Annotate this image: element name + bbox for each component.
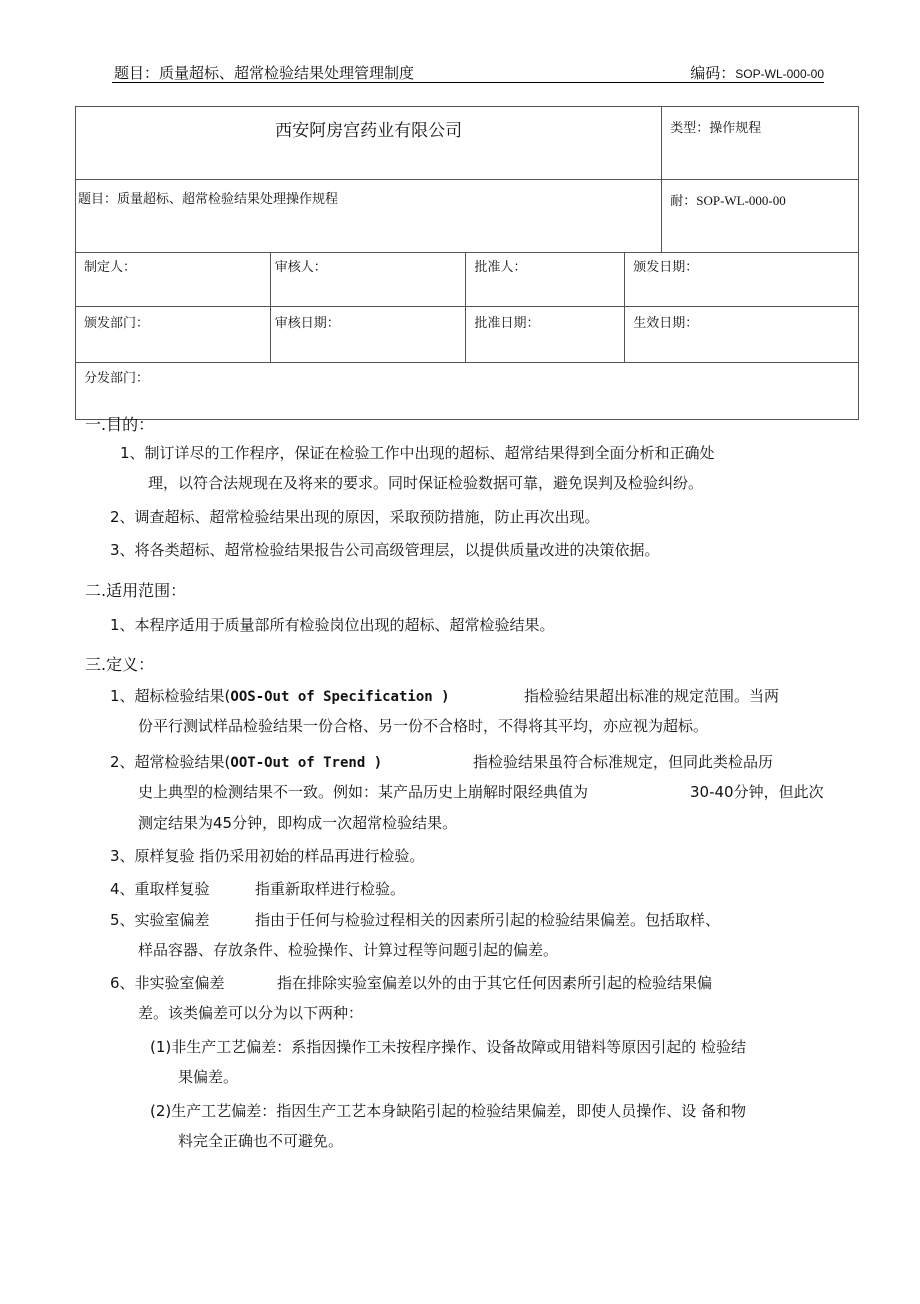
doc-code: 耐：SOP-WL-000-00	[662, 180, 859, 253]
purpose-item-1a: 1、制订详尽的工作程序，保证在检验工作中出现的超标、超常结果得到全面分析和正确处	[120, 444, 715, 462]
company-name: 西安阿房宫药业有限公司	[76, 107, 662, 180]
document-info-table	[75, 106, 859, 420]
issue-date-field: 颁发日期：	[625, 253, 859, 307]
header-code-label: 编码：	[690, 64, 736, 82]
reviewer-field: 审核人：	[270, 253, 466, 307]
issuing-dept-field: 颁发部门：	[76, 307, 271, 363]
author-field: 制定人：	[76, 253, 271, 307]
definition-5-text: 指由于任何与检验过程相关的因素所引起的检验结果偏差。包括取样、	[255, 911, 721, 929]
deviation-type-1b: 果偏差。	[178, 1068, 239, 1086]
purpose-item-1b: 理，以符合法规现在及将来的要求。同时保证检验数据可靠，避免误判及检验纠纷。	[148, 474, 704, 492]
definition-1-prefix: 1、超标检验结果(	[110, 687, 231, 705]
definition-5b: 样品容器、存放条件、检验操作、计算过程等问题引起的偏差。	[138, 941, 559, 959]
effective-date-field: 生效日期：	[625, 307, 859, 363]
definition-2b-text: 史上典型的检测结果不一致。例如：某产品历史上崩解时限经典值为	[138, 783, 589, 801]
section-definition-title: 三.定义：	[85, 655, 155, 674]
definition-2b-num: 30-40分钟，但此次	[690, 783, 824, 801]
deviation-type-2a: (2)生产工艺偏差：指因生产工艺本身缺陷引起的检验结果偏差，即使人员操作、设 备和物	[150, 1102, 747, 1120]
definition-6b: 差。该类偏差可以分为以下两种：	[138, 1004, 364, 1022]
purpose-item-3: 3、将各类超标、超常检验结果报告公司高级管理层，以提供质量改进的决策依据。	[110, 541, 660, 559]
approver-field: 批准人：	[466, 253, 625, 307]
distribution-dept-field: 分发部门：	[76, 363, 859, 420]
doc-subject: 题目：质量超标、超常检验结果处理操作规程	[76, 180, 662, 253]
definition-1b: 份平行测试样品检验结果一份合格、另一份不合格时，不得将其平均，亦应视为超标。	[138, 717, 709, 735]
definition-2-code: OOT-Out of Trend )	[230, 755, 383, 771]
definition-1-code: OOS-Out of Specification )	[230, 689, 450, 705]
deviation-type-2b: 料完全正确也不可避免。	[178, 1132, 344, 1150]
header-code-value: SOP-WL-000-00	[735, 67, 824, 81]
definition-1-text: 指检验结果超出标准的规定范围。当两	[524, 687, 780, 705]
purpose-item-2: 2、调查超标、超常检验结果出现的原因，采取预防措施，防止再次出现。	[110, 508, 600, 526]
definition-4-term: 4、重取样复验	[110, 880, 210, 898]
definition-6-term: 6、非实验室偏差	[110, 974, 225, 992]
header-code	[690, 62, 824, 83]
definition-6-text: 指在排除实验室偏差以外的由于其它任何因素所引起的检验结果偏	[277, 974, 713, 992]
doc-type: 类型：操作规程	[662, 107, 859, 180]
definition-2c: 测定结果为45分钟，即构成一次超常检验结果。	[138, 814, 458, 832]
definition-5-term: 5、实验室偏差	[110, 911, 210, 929]
definition-2-text: 指检验结果虽符合标准规定，但同此类检品历	[473, 753, 774, 771]
deviation-type-1a: (1)非生产工艺偏差：系指因操作工未按程序操作、设备故障或用错料等原因引起的 检验结	[150, 1038, 747, 1056]
approval-date-field: 批准日期：	[466, 307, 625, 363]
section-scope-title: 二.适用范围：	[85, 581, 187, 600]
document-header	[112, 62, 824, 83]
scope-item-1: 1、本程序适用于质量部所有检验岗位出现的超标、超常检验结果。	[110, 616, 555, 634]
header-title: 题目：质量超标、超常检验结果处理管理制度	[114, 64, 415, 82]
definition-3: 3、原样复验 指仍采用初始的样品再进行检验。	[110, 847, 425, 865]
section-purpose-title: 一.目的：	[85, 415, 155, 434]
definition-4-text: 指重新取样进行检验。	[255, 880, 406, 898]
definition-2	[110, 751, 382, 772]
definition-1	[110, 685, 450, 706]
definition-2-prefix: 2、超常检验结果(	[110, 753, 231, 771]
review-date-field: 审核日期：	[270, 307, 466, 363]
